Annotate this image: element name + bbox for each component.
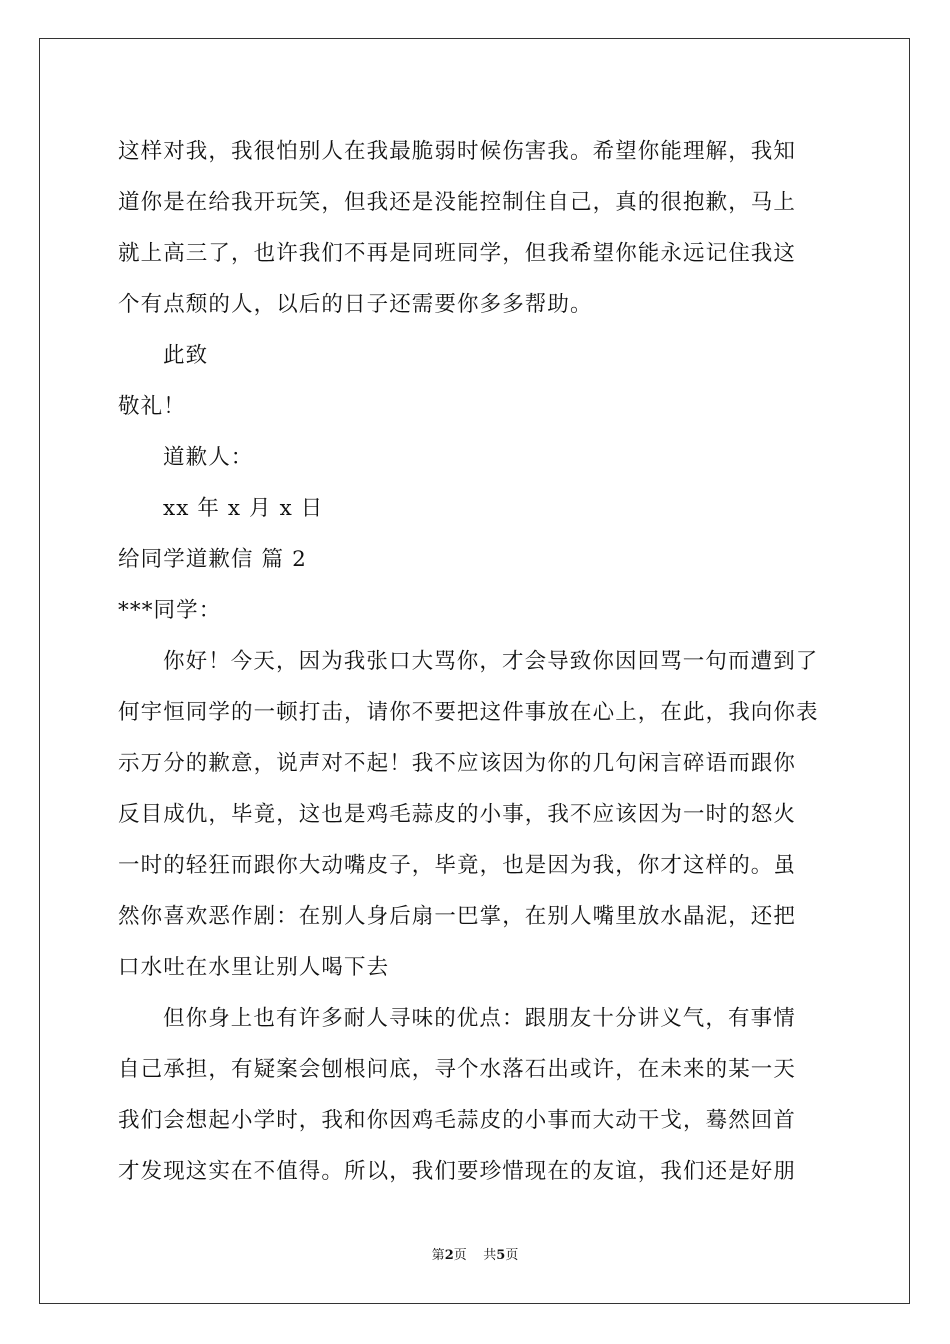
- signature-date: xx 年 x 月 x 日: [163, 496, 324, 521]
- footer-prefix: 第: [431, 1248, 445, 1263]
- total-pages-number: 5: [496, 1248, 506, 1263]
- text-line: 这样对我，我很怕别人在我最脆弱时候伤害我。希望你能理解，我知: [118, 139, 797, 164]
- text-line: 你好！今天，因为我张口大骂你，才会导致你因回骂一句而遭到了: [163, 649, 819, 674]
- recipient-greeting: ***同学：: [118, 598, 222, 623]
- text-line: 自己承担，有疑案会刨根问底，寻个水落石出或许，在未来的某一天: [118, 1057, 797, 1082]
- footer-suffix: 页: [505, 1248, 519, 1263]
- text-line: 我们会想起小学时，我和你因鸡毛蒜皮的小事而大动干戈，蓦然回首: [118, 1108, 797, 1133]
- text-line: 个有点颓的人，以后的日子还需要你多多帮助。: [118, 292, 593, 317]
- closing-salutation: 此致: [163, 343, 209, 368]
- text-line: 但你身上也有许多耐人寻味的优点：跟朋友十分讲义气，有事情: [163, 1006, 796, 1031]
- text-line: 然你喜欢恶作剧：在别人身后扇一巴掌，在别人嘴里放水晶泥，还把: [118, 904, 797, 929]
- text-line: 道你是在给我开玩笑，但我还是没能控制住自己，真的很抱歉，马上: [118, 190, 797, 215]
- text-line: 才发现这实在不值得。所以，我们要珍惜现在的友谊，我们还是好朋: [118, 1159, 797, 1184]
- text-line: 一时的轻狂而跟你大动嘴皮子，毕竟，也是因为我，你才这样的。虽: [118, 853, 797, 878]
- text-line: 示万分的歉意，说声对不起！我不应该因为你的几句闲言碎语而跟你: [118, 751, 797, 776]
- closing-greeting: 敬礼！: [118, 394, 186, 419]
- footer-middle: 页 共: [453, 1248, 497, 1263]
- signature-label: 道歉人：: [163, 445, 254, 470]
- text-line: 就上高三了，也许我们不再是同班同学，但我希望你能永远记住我这: [118, 241, 797, 266]
- section-title: 给同学道歉信 篇 2: [118, 547, 307, 572]
- current-page-number: 2: [444, 1248, 454, 1263]
- page-footer: [0, 1247, 950, 1265]
- text-line: 何宇恒同学的一顿打击，请你不要把这件事放在心上，在此，我向你表: [118, 700, 819, 725]
- text-line: 反目成仇，毕竟，这也是鸡毛蒜皮的小事，我不应该因为一时的怒火: [118, 802, 797, 827]
- text-line: 口水吐在水里让别人喝下去: [118, 955, 390, 980]
- document-body: [118, 126, 838, 1197]
